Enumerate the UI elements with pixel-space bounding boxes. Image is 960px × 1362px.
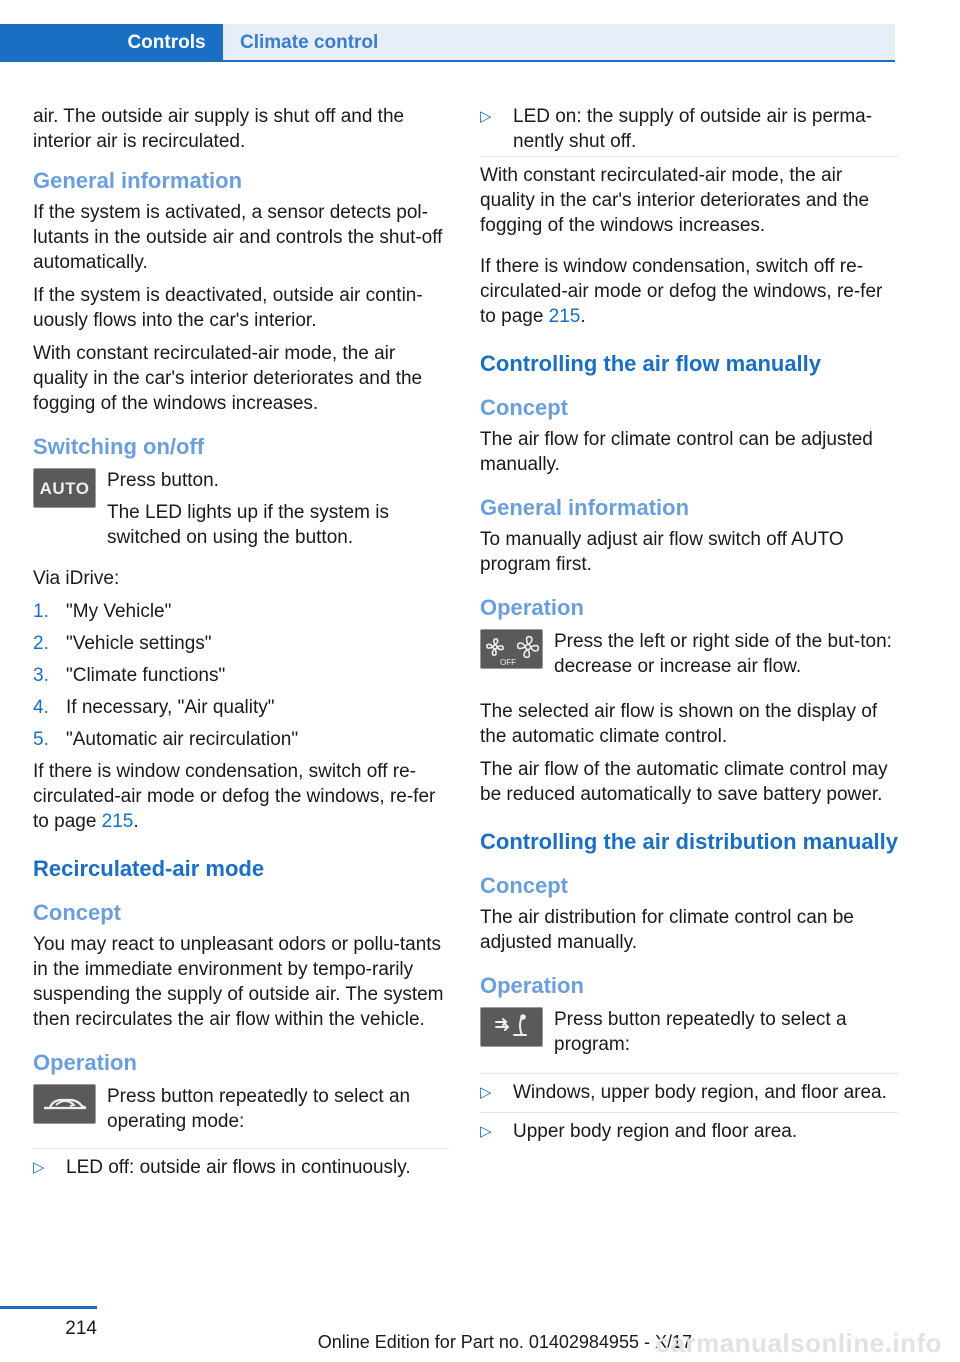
step-number: 5. [33, 729, 49, 750]
divider [480, 156, 898, 157]
page-number: 214 [0, 1306, 97, 1340]
list-item [33, 599, 449, 624]
step-text: "Automatic air recirculation" [66, 729, 299, 750]
heading-switching-on-off: Switching on/off [33, 434, 205, 459]
step-text: If necessary, "Air quality" [66, 697, 275, 718]
distribution-programs-list [480, 1080, 898, 1144]
general-paragraph-3: With constant recirculated-air mode, the air quality in the car's interior deteriorates and the fogging of the windows increases. [33, 343, 423, 414]
list-item [33, 1155, 449, 1180]
step-text: "My Vehicle" [66, 601, 172, 622]
step-number: 2. [33, 633, 49, 654]
switch-led-text: The LED lights up if the system is switched on using the button. [107, 502, 389, 548]
triangle-bullet-icon: ▷ [33, 1159, 45, 1176]
distribution-button-row [480, 1007, 898, 1063]
step-number: 4. [33, 697, 49, 718]
divider [480, 1073, 898, 1074]
heading-concept: Concept [33, 900, 121, 925]
bullet-text: Upper body region and floor area. [513, 1121, 798, 1142]
step-number: 3. [33, 665, 49, 686]
divider [33, 1148, 449, 1149]
auto-button-icon: AUTO [33, 468, 96, 508]
right-column [480, 104, 898, 1152]
recirc-paragraph: With constant recirculated-air mode, the air quality in the car's interior deteriorates and the fogging of the windows increases. [480, 165, 870, 236]
condensation-text: If there is window condensation, switch off re‐circulated-air mode or defog the windows, re‐fer to page [33, 761, 436, 832]
condensation-paragraph: If there is window condensation, switch off re‐circulated-air mode or defog the windows, re‐fer to page 215. [33, 761, 436, 832]
air-distribution-icon [480, 1007, 543, 1047]
page-header [0, 0, 895, 62]
led-on-list [480, 104, 898, 154]
operation-text: Press button repeatedly to select an operating mode: [107, 1086, 411, 1132]
watermark: carmanualsonline.info [655, 1328, 942, 1358]
step-number: 1. [33, 601, 49, 622]
battery-paragraph: The air flow of the automatic climate control may be reduced automatically to save battery power. [480, 759, 888, 805]
heading-general-information: General information [33, 168, 243, 193]
triangle-bullet-icon: ▷ [480, 108, 492, 125]
intro-paragraph: air. The outside air supply is shut off and the interior air is recirculated. [33, 106, 405, 152]
step-text: "Climate functions" [66, 665, 226, 686]
heading-concept: Concept [480, 395, 568, 420]
heading-operation: Operation [480, 973, 584, 998]
triangle-bullet-icon: ▷ [480, 1084, 492, 1101]
condensation-text: If there is window condensation, switch off re‐circulated-air mode or defog the windows, re‐fer to page [480, 256, 883, 327]
heading-operation: Operation [480, 595, 584, 620]
list-item [480, 1112, 898, 1144]
tab-controls[interactable]: Controls [0, 24, 223, 62]
airflow-general-paragraph: To manually adjust air flow switch off AUTO program first. [480, 529, 844, 575]
list-item [33, 695, 449, 720]
fan-button-row [480, 629, 898, 685]
distribution-concept-paragraph: The air distribution for climate control can be adjusted manually. [480, 907, 854, 953]
left-column [33, 104, 449, 1188]
distribution-operation-text: Press button repeatedly to select a program: [554, 1009, 847, 1055]
airflow-operation-text: Press the left or right side of the but‐ton: decrease or increase air flow. [554, 631, 892, 677]
tab-climate-control[interactable]: Climate control [223, 24, 895, 60]
page-215-link[interactable]: 215 [101, 811, 134, 832]
step-text: "Vehicle settings" [66, 633, 212, 654]
bullet-text: LED off: outside air flows in continuously. [66, 1157, 411, 1178]
heading-controlling-air-flow: Controlling the air flow manually [480, 351, 822, 376]
concept-paragraph: You may react to unpleasant odors or pollu‐tants in the immediate environment by tempo‐rarily suspending the supply of outside air. The system then recirculates the air flow within the vehicle. [33, 934, 444, 1030]
bullet-text: LED on: the supply of outside air is perma‐nently shut off. [513, 106, 873, 152]
heading-recirculated-air-mode: Recirculated-air mode [33, 856, 265, 881]
list-item [33, 663, 449, 688]
auto-button-row [33, 468, 449, 524]
header-rule [0, 60, 895, 62]
recirculation-car-icon [33, 1084, 96, 1124]
general-paragraph-2: If the system is deactivated, outside air contin‐uously flows into the car's interior. [33, 285, 423, 331]
list-item [33, 727, 449, 752]
triangle-bullet-icon: ▷ [480, 1123, 492, 1140]
condensation-paragraph: If there is window condensation, switch off re‐circulated-air mode or defog the windows, re‐fer to page 215. [480, 256, 883, 327]
display-paragraph: The selected air flow is shown on the display of the automatic climate control. [480, 701, 878, 747]
fan-off-label: OFF [500, 658, 516, 667]
heading-operation: Operation [33, 1050, 137, 1075]
led-off-list [33, 1155, 449, 1180]
heading-controlling-air-distribution: Controlling the air distribution manually [480, 829, 899, 854]
airflow-concept-paragraph: The air flow for climate control can be adjusted manually. [480, 429, 873, 475]
via-idrive-text: Via iDrive: [33, 568, 120, 589]
heading-concept: Concept [480, 873, 568, 898]
recirculation-button-row [33, 1084, 449, 1140]
fan-icon [480, 629, 543, 669]
general-paragraph-1: If the system is activated, a sensor detects pol‐lutants in the outside air and controls the shut‐off automatically. [33, 202, 443, 273]
idrive-steps-list [33, 599, 449, 752]
page-215-link[interactable]: 215 [548, 306, 581, 327]
bullet-text: Windows, upper body region, and floor area. [513, 1082, 887, 1103]
switch-press-text: Press button. [107, 470, 219, 491]
list-item [480, 1080, 898, 1105]
list-item [480, 104, 898, 154]
heading-general-information: General information [480, 495, 690, 520]
list-item [33, 631, 449, 656]
edition-footer: Online Edition for Part no. 01402984955 - X/17 [317, 1332, 692, 1352]
